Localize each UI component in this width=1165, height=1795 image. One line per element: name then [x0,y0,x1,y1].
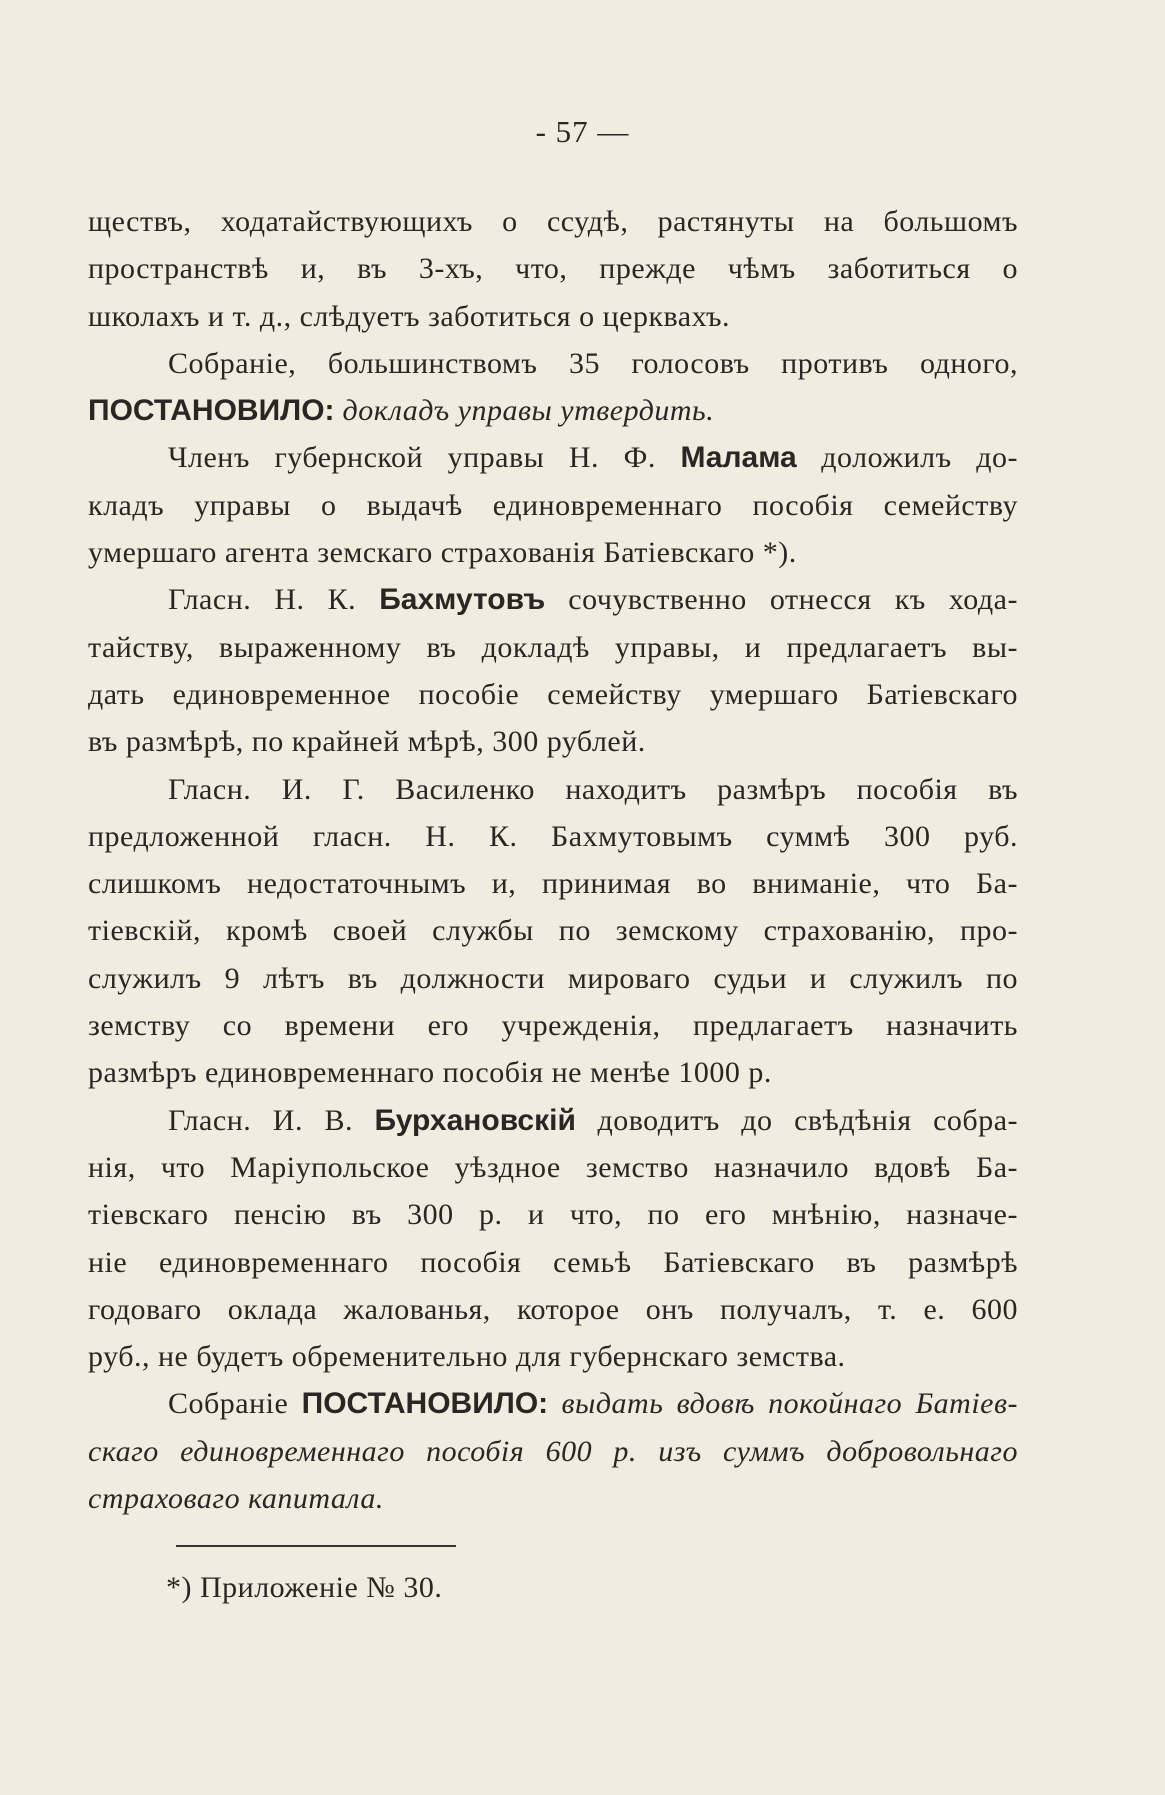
resolution-text: страховаго капитала. [88,1482,384,1516]
text-line: тіевскаго пенсію въ 300 р. и что, по его мнѣнію, назначе- [88,1198,1018,1232]
text-line: тіевскій, кромѣ своей службы по земскому страхованію, про- [88,914,1018,948]
text-line: кладъ управы о выдачѣ единовременнаго пособія семейству [88,488,1018,522]
speaker-name: Бурхановскій [374,1103,576,1137]
text-line [88,387,1018,434]
page-number: - 57 — [535,114,630,149]
text-line: Членъ губернской управы Н. Ф. Малама доложилъ до- [168,441,1018,475]
body-text [88,198,1018,1522]
text-line: ніе единовременнаго пособія семьѣ Батіевскаго въ размѣрѣ [88,1245,1018,1279]
text-line: дать единовременное пособіе семейству умершаго Батіевскаго [88,677,1018,711]
speaker-name: Малама [680,441,797,475]
text-line: Гласн. Н. К. Бахмутовъ сочувственно отнесся къ хода- [168,583,1018,617]
resolution-label: ПОСТАНОВИЛО: [301,1387,549,1421]
footnote-divider [176,1545,456,1547]
text-line: земству со времени его учрежденія, предлагаетъ назначить [88,1009,1018,1043]
speaker-name: Бахмутовъ [379,583,546,617]
text-line: умершаго агента земскаго страхованія Батіевскаго *). [88,536,797,570]
text-line: пространствѣ и, въ 3-хъ, что, прежде чѣмъ заботиться о [88,252,1018,286]
resolution-text: скаго единовременнаго пособія 600 р. изъ суммъ добровольнаго [88,1434,1018,1468]
text-line: служилъ 9 лѣтъ въ должности мироваго судьи и служилъ по [88,961,1018,995]
resolution-text: докладъ управы утвердить. [342,394,715,428]
text-line: годоваго оклада жалованья, которое онъ получалъ, т. е. 600 [88,1292,1018,1326]
text-line: Гласн. И. Г. Василенко находитъ размѣръ пособія въ [168,772,1018,806]
text-line: ществъ, ходатайствующихъ о ссудѣ, растянуты на большомъ [88,205,1018,238]
resolution-label: ПОСТАНОВИЛО: [88,394,335,428]
text-line: Гласн. И. В. Бурхановскій доводитъ до свѣдѣнія собра- [168,1103,1019,1137]
text-line: руб., не будетъ обременительно для губернскаго земства. [88,1340,846,1374]
text-line: размѣръ единовременнаго пособія не менѣе 1000 р. [88,1056,772,1090]
text-line: въ размѣрѣ, по крайней мѣрѣ, 300 рублей. [88,725,646,759]
text-line: нія, что Маріупольское уѣздное земство назначило вдовѣ Ба- [88,1150,1018,1184]
text-line: Собраніе, большинствомъ 35 голосовъ противъ одного, [168,346,1018,380]
resolution-text: выдать вдовѣ покойнаго Батіев- [561,1387,1019,1421]
text-line: школахъ и т. д., слѣдуетъ заботиться о церквахъ. [88,299,730,333]
text-line: предложенной гласн. Н. К. Бахмутовымъ суммѣ 300 руб. [88,819,1018,853]
text-line: слишкомъ недостаточнымъ и, принимая во вниманіе, что Ба- [88,867,1018,901]
text-line: тайству, выраженному въ докладѣ управы, и предлагаетъ вы- [88,630,1018,664]
text-line: Собраніе ПОСТАНОВИЛО: выдать вдовѣ покойнаго Батіев- [168,1387,1019,1421]
footnote: *) Приложеніе № 30. [166,1571,443,1604]
